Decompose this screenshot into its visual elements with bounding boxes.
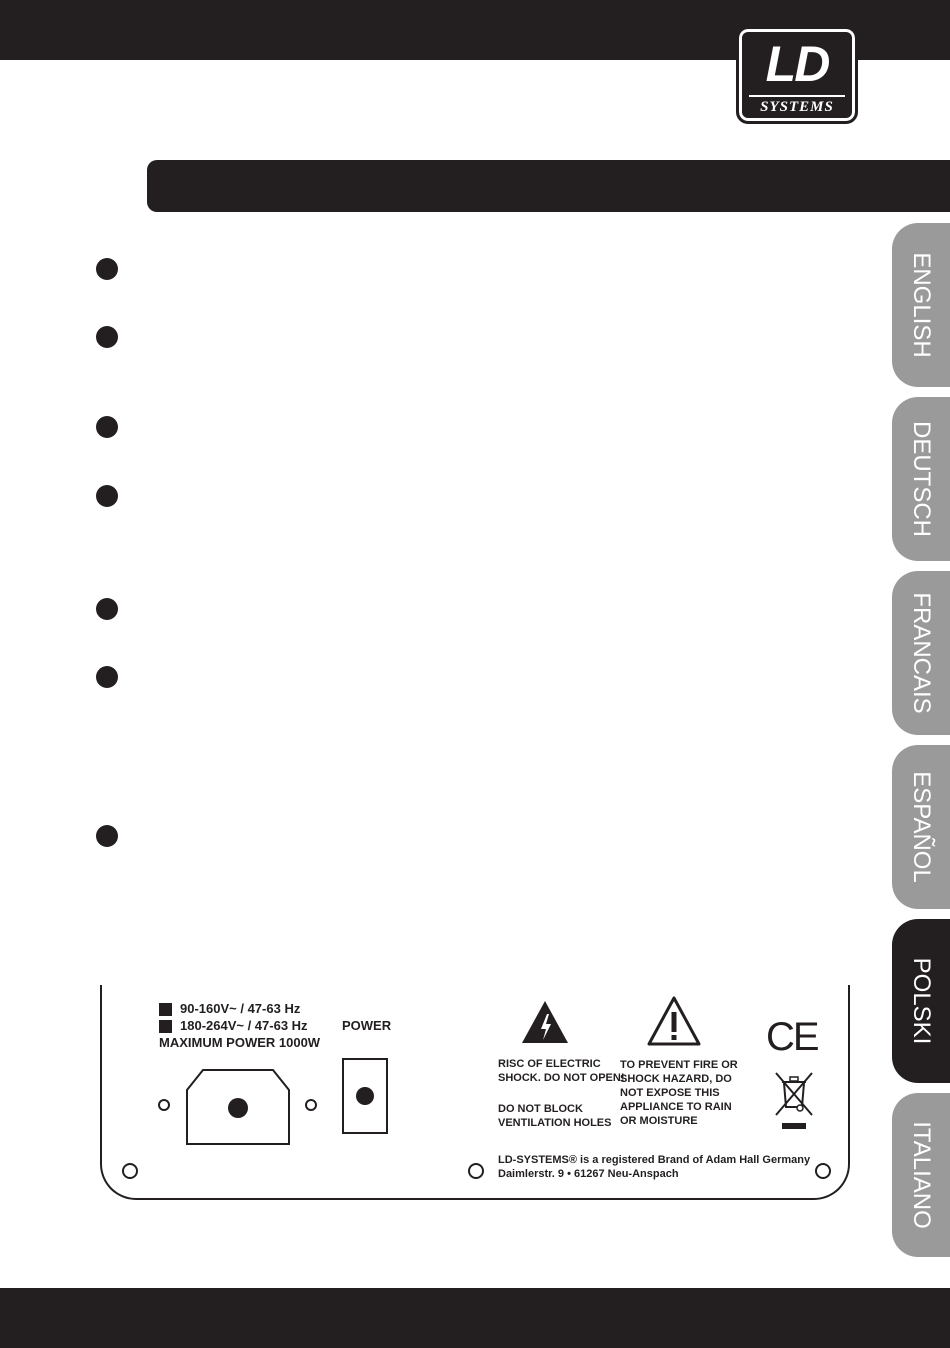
bullet-2 <box>96 326 118 348</box>
shock-warning-line-2: SHOCK. DO NOT OPEN! <box>498 1072 625 1084</box>
tab-deutsch-label: DEUTSCH <box>908 420 935 538</box>
power-label: POWER <box>342 1018 392 1033</box>
tab-polski[interactable] <box>892 919 950 1083</box>
rear-panel-diagram <box>100 985 850 1200</box>
tab-italiano-label: ITALIANO <box>908 1121 935 1229</box>
fire-warning-line-4: APPLIANCE TO RAIN <box>620 1101 732 1113</box>
electric-shock-warning-icon <box>520 999 570 1045</box>
bullet-7 <box>96 825 118 847</box>
address-line: Daimlerstr. 9 • 61267 Neu-Anspach <box>498 1168 679 1180</box>
power-switch-icon <box>342 1058 388 1134</box>
voltage-1-label: 90-160V~ / 47-63 Hz <box>180 1001 301 1016</box>
tab-italiano[interactable] <box>892 1093 950 1257</box>
corner-screw-left <box>122 1163 138 1179</box>
logo-text-ld: LD <box>765 36 829 92</box>
ld-systems-logo <box>736 26 858 124</box>
voltage-2-checkbox <box>159 1020 172 1033</box>
corner-screw-middle <box>468 1163 484 1179</box>
tab-english[interactable] <box>892 223 950 387</box>
ce-mark: CE <box>766 1015 818 1059</box>
footer-bar <box>0 1288 950 1348</box>
screw-hole-left <box>158 1099 170 1111</box>
caution-warning-icon <box>646 995 702 1047</box>
vent-warning-line-2: VENTILATION HOLES <box>498 1117 612 1129</box>
power-inlet-icon <box>185 1068 291 1146</box>
tab-deutsch[interactable] <box>892 397 950 561</box>
tab-english-label: ENGLISH <box>908 252 935 358</box>
fire-warning-line-1: TO PREVENT FIRE OR <box>620 1059 738 1071</box>
max-power-label: MAXIMUM POWER 1000W <box>159 1035 321 1050</box>
tab-francais[interactable] <box>892 571 950 735</box>
brand-line: LD-SYSTEMS® is a registered Brand of Adam Hall Germany <box>498 1154 811 1166</box>
bullet-6 <box>96 666 118 688</box>
tab-espanol-label: ESPAÑOL <box>908 771 935 883</box>
logo-text-systems: SYSTEMS <box>749 95 845 116</box>
fire-warning-line-2: SHOCK HAZARD, DO <box>620 1073 732 1085</box>
bullet-4 <box>96 485 118 507</box>
shock-warning-line-1: RISC OF ELECTRIC <box>498 1058 601 1070</box>
tab-espanol[interactable] <box>892 745 950 909</box>
bullet-1 <box>96 258 118 280</box>
tab-francais-label: FRANCAIS <box>908 592 935 714</box>
screw-hole-right <box>305 1099 317 1111</box>
bullet-5 <box>96 598 118 620</box>
voltage-1-checkbox <box>159 1003 172 1016</box>
fire-warning-line-5: OR MOISTURE <box>620 1115 698 1127</box>
tab-polski-label: POLSKI <box>908 957 935 1045</box>
bullet-3 <box>96 416 118 438</box>
weee-bin-icon <box>772 1069 816 1131</box>
section-heading-bar <box>147 160 950 212</box>
voltage-2-label: 180-264V~ / 47-63 Hz <box>180 1018 308 1033</box>
vent-warning-line-1: DO NOT BLOCK <box>498 1103 583 1115</box>
corner-screw-right <box>815 1163 831 1179</box>
fire-warning-line-3: NOT EXPOSE THIS <box>620 1087 720 1099</box>
